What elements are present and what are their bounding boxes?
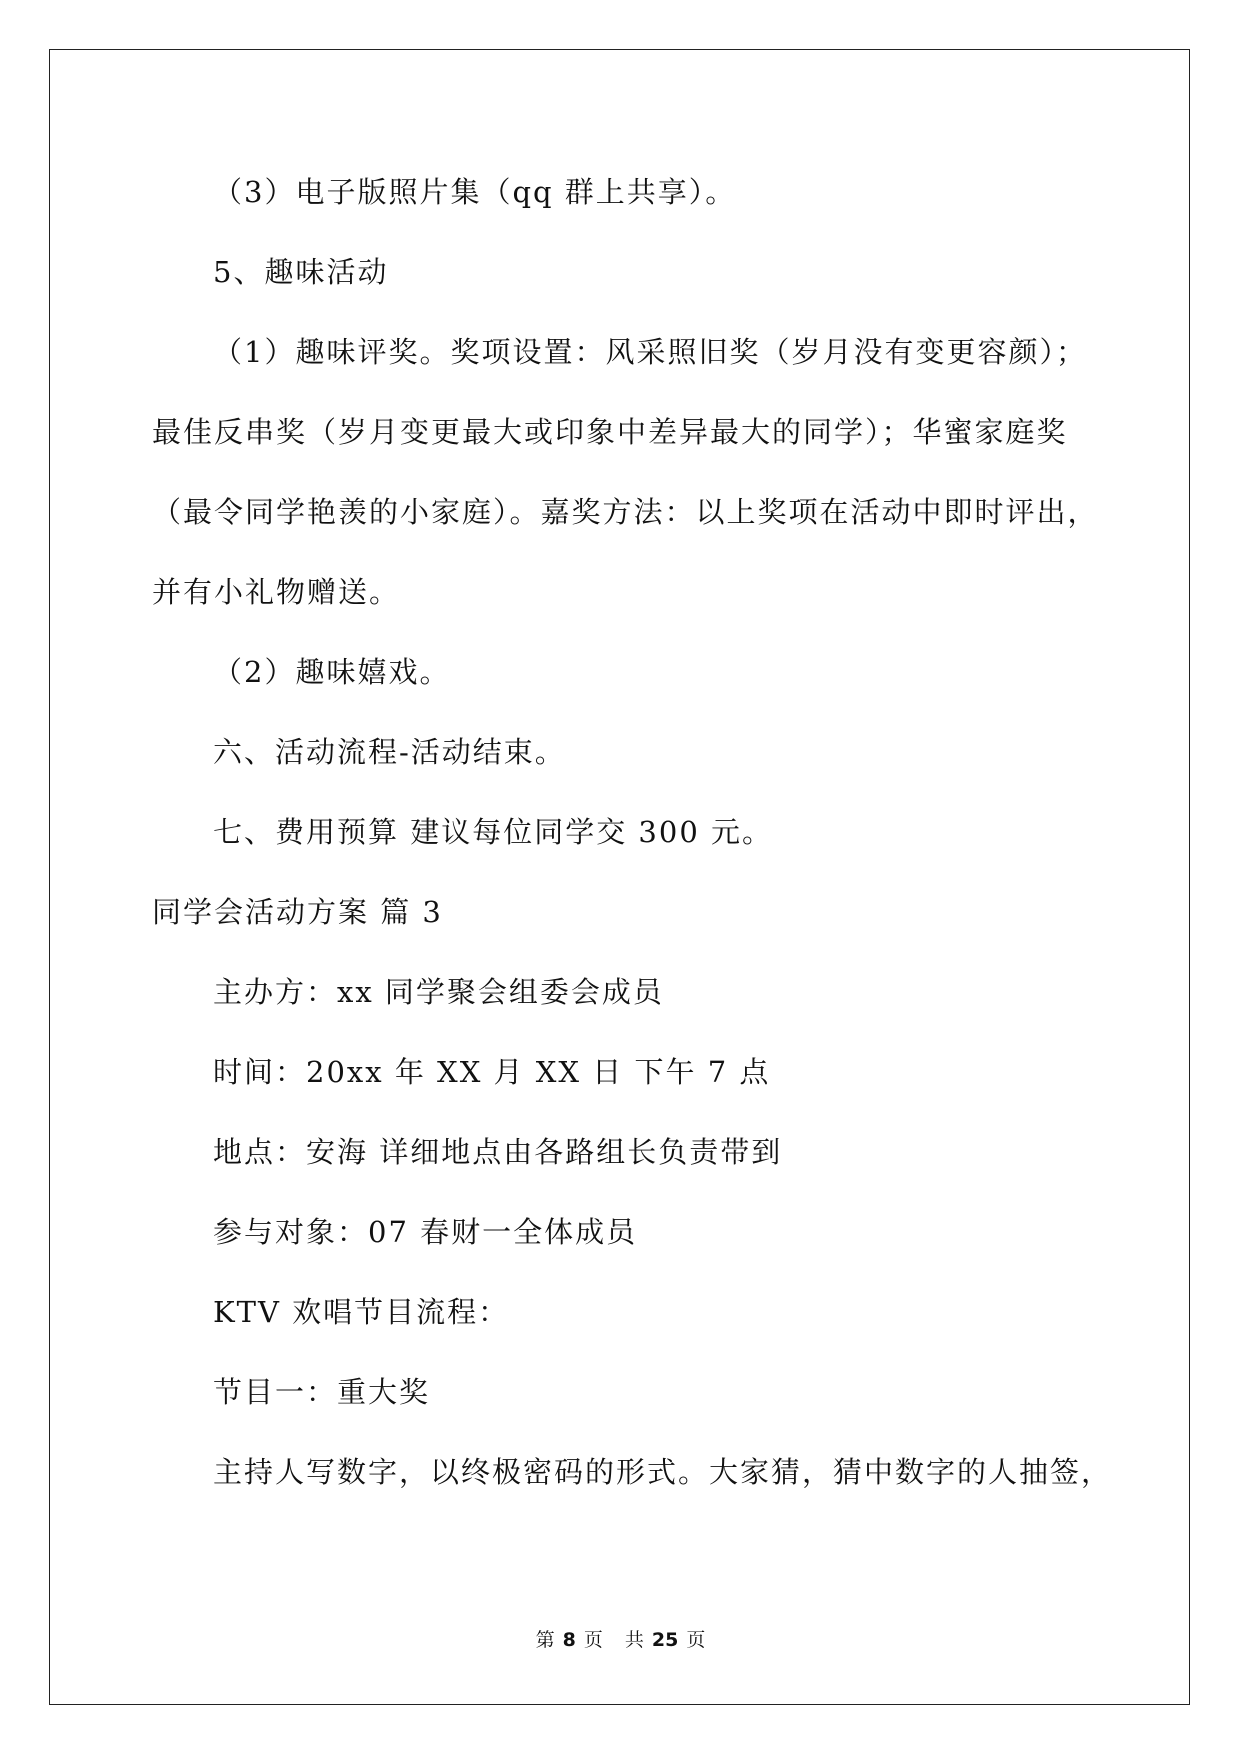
page-indicator — [532, 1629, 607, 1651]
paragraph-fun-awards-line3: （最令同学艳羡的小家庭）。嘉奖方法：以上奖项在活动中即时评出， — [152, 495, 1099, 529]
heading-budget: 七、费用预算 建议每位同学交 300 元。 — [213, 815, 774, 849]
page-footer — [0, 1625, 1241, 1652]
total-suffix: 页 — [686, 1629, 706, 1651]
paragraph-fun-games: （2）趣味嬉戏。 — [213, 655, 451, 689]
page-prefix: 第 — [535, 1629, 555, 1651]
paragraph-fun-awards-line4: 并有小礼物赠送。 — [152, 575, 401, 609]
paragraph-fun-awards-line2: 最佳反串奖（岁月变更最大或印象中差异最大的同学）；华蜜家庭奖 — [152, 415, 1068, 449]
heading-fun-activities: 5、趣味活动 — [213, 255, 389, 289]
paragraph-organizer: 主办方：xx 同学聚会组委会成员 — [213, 975, 664, 1009]
paragraph-location: 地点：安海 详细地点由各路组长负责带到 — [213, 1135, 783, 1169]
paragraph-host-numbers: 主持人写数字，以终极密码的形式。大家猜，猜中数字的人抽签， — [213, 1455, 1113, 1489]
page-number: 8 — [562, 1629, 576, 1651]
paragraph-time: 时间：20xx 年 XX 月 XX 日 下午 7 点 — [213, 1055, 771, 1089]
page-suffix: 页 — [583, 1629, 603, 1651]
paragraph-participants: 参与对象：07 春财一全体成员 — [213, 1215, 638, 1249]
heading-activity-flow: 六、活动流程-活动结束。 — [213, 735, 566, 769]
total-pages: 25 — [651, 1629, 679, 1651]
paragraph-fun-awards-line1: （1）趣味评奖。奖项设置：风采照旧奖（岁月没有变更容颜）； — [213, 335, 1087, 369]
section-title: 同学会活动方案 篇 3 — [152, 895, 443, 929]
total-prefix: 共 — [624, 1629, 644, 1651]
paragraph-ktv-program: KTV 欢唱节目流程： — [213, 1295, 510, 1329]
paragraph-photo-album: （3）电子版照片集（qq 群上共享）。 — [213, 175, 737, 209]
total-indicator — [621, 1629, 709, 1651]
paragraph-program-one: 节目一：重大奖 — [213, 1375, 431, 1409]
